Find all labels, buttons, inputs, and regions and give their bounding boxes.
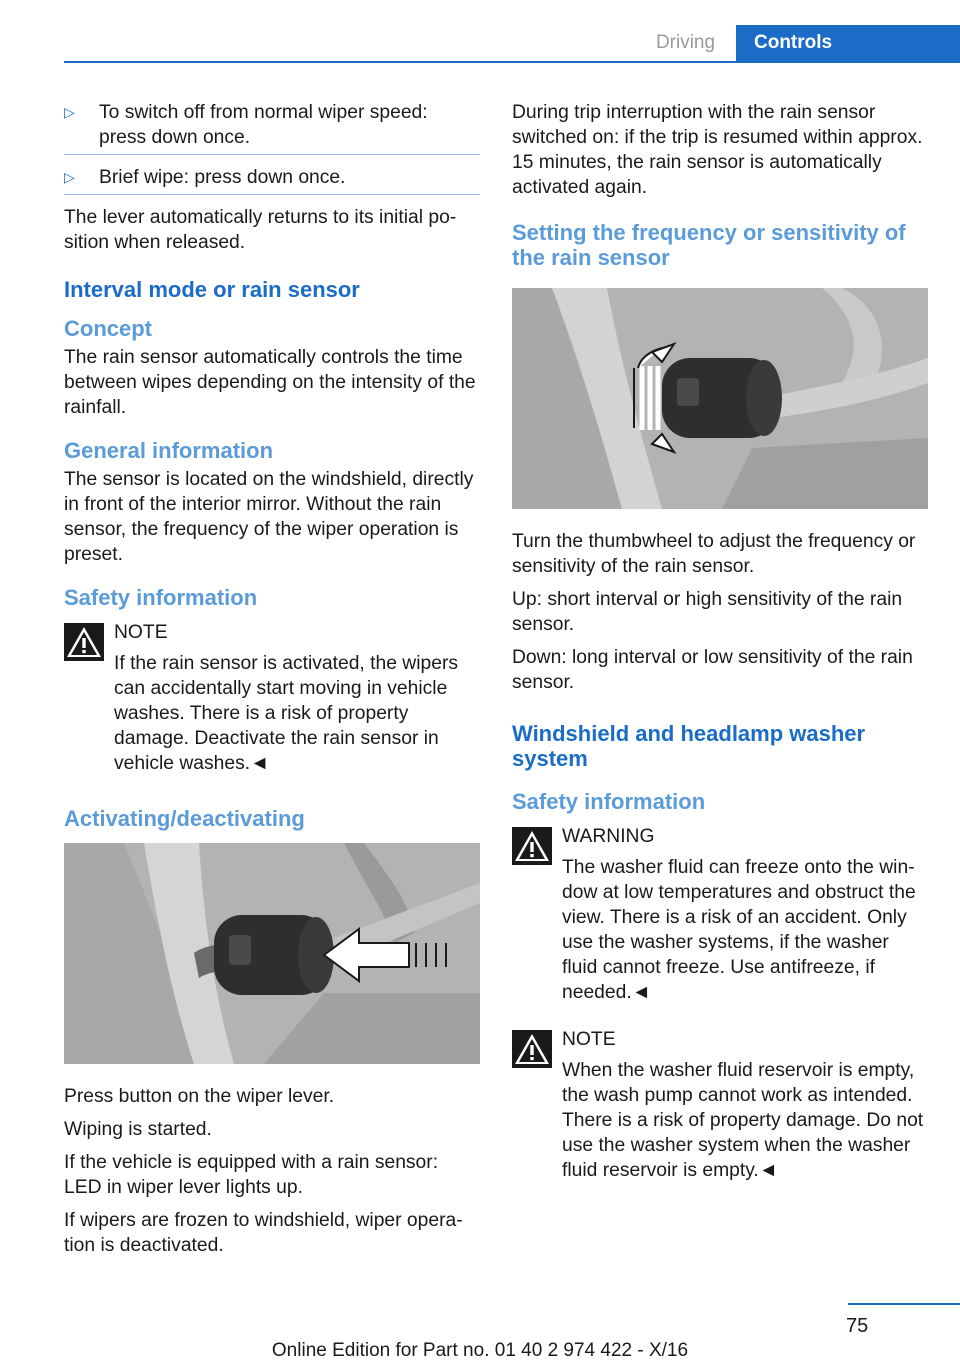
bullet-text: To switch off from normal wiper speed: press down once. [99, 102, 428, 148]
warning-triangle-icon [64, 623, 104, 661]
right-column [512, 100, 928, 1183]
page-number: 75 [846, 1315, 869, 1337]
lever-returns-text: The lever automatically returns to its initial position when released. [64, 207, 457, 253]
note-text [64, 651, 480, 776]
frozen-text: If wipers are frozen to windshield, wiper operation is deactivated. [64, 1210, 463, 1256]
tab-driving[interactable]: Driving [655, 32, 716, 53]
triangle-bullet-icon: ▷ [64, 169, 75, 185]
note-box [64, 620, 480, 776]
warning-title: WARNING [562, 826, 655, 847]
heading-concept: Concept [64, 316, 152, 341]
thumbwheel-image [512, 288, 928, 509]
down-text: Down: long interval or low sensitivity of the rain sensor. [512, 647, 913, 693]
list-item [64, 165, 480, 190]
note-text-right-body: When the washer fluid reservoir is empty, the wash pump cannot work as intended. There is a risk of property damage. Do not use the washer system when the washer fluid reservoir is empty.◄ [562, 1060, 924, 1181]
heading-interval-mode: Interval mode or rain sensor [64, 277, 360, 302]
heading-general-information: General information [64, 438, 274, 463]
heading-windshield-washer: Windshield and headlamp washer system [512, 721, 866, 771]
trip-interruption-text: During trip interruption with the rain sensor switched on: if the trip is resumed within approx. 15 minutes, the rain sensor is automatically activated again. [512, 102, 923, 198]
led-text: If the vehicle is equipped with a rain sensor: LED in wiper lever lights up. [64, 1152, 439, 1198]
wiping-started-text: Wiping is started. [64, 1119, 212, 1140]
heading-activating: Activating/deactivating [64, 806, 305, 831]
footer-rule [848, 1303, 960, 1305]
general-information-text: The sensor is located on the windshield, directly in front of the interior mirror. Without the rain sensor, the frequency of the wiper operation is preset. [64, 469, 474, 565]
turn-thumbwheel-text: Turn the thumbwheel to adjust the frequency or sensitivity of the rain sensor. [512, 531, 916, 577]
warning-triangle-icon [512, 827, 552, 865]
divider [64, 194, 480, 195]
up-text: Up: short interval or high sensitivity of the rain sensor. [512, 589, 903, 635]
edition-footer: Online Edition for Part no. 01 40 2 974 422 - X/16 [271, 1340, 689, 1361]
list-item [64, 100, 480, 150]
heading-frequency-sensitivity: Setting the frequency or sensitivity of the rain sensor [512, 220, 906, 270]
bullet-text: Brief wipe: press down once. [99, 167, 346, 188]
left-column [64, 100, 480, 1266]
note-title-right: NOTE [562, 1029, 616, 1050]
warning-text-body: The washer fluid can freeze onto the window at low temperatures and obstruct the view. There is a risk of an accident. Only use the washer systems, if the washer fluid cannot freeze. Use antifreeze, if needed.◄ [562, 857, 916, 1003]
heading-safety-information: Safety information [64, 585, 258, 610]
concept-text: The rain sensor automatically controls the time between wipes depending on the intensity of the rainfall. [64, 347, 476, 418]
note-text-body: If the rain sensor is activated, the wipers can accidentally start moving in vehicle washes. There is a risk of property damage. Deactivate the rain sensor in vehicle washes.◄ [114, 653, 459, 774]
tab-controls[interactable]: Controls [736, 25, 960, 61]
press-button-text: Press button on the wiper lever. [64, 1086, 335, 1107]
warning-text [512, 855, 928, 1005]
note-box-right [512, 1027, 928, 1183]
note-text-right [512, 1058, 928, 1183]
triangle-bullet-icon: ▷ [64, 104, 75, 120]
heading-safety-information-right: Safety information [512, 789, 706, 814]
header-rule [64, 61, 960, 63]
note-title: NOTE [114, 622, 168, 643]
warning-triangle-icon [512, 1030, 552, 1068]
divider [64, 154, 480, 155]
wiper-lever-button-image [64, 843, 480, 1064]
warning-box [512, 824, 928, 1005]
